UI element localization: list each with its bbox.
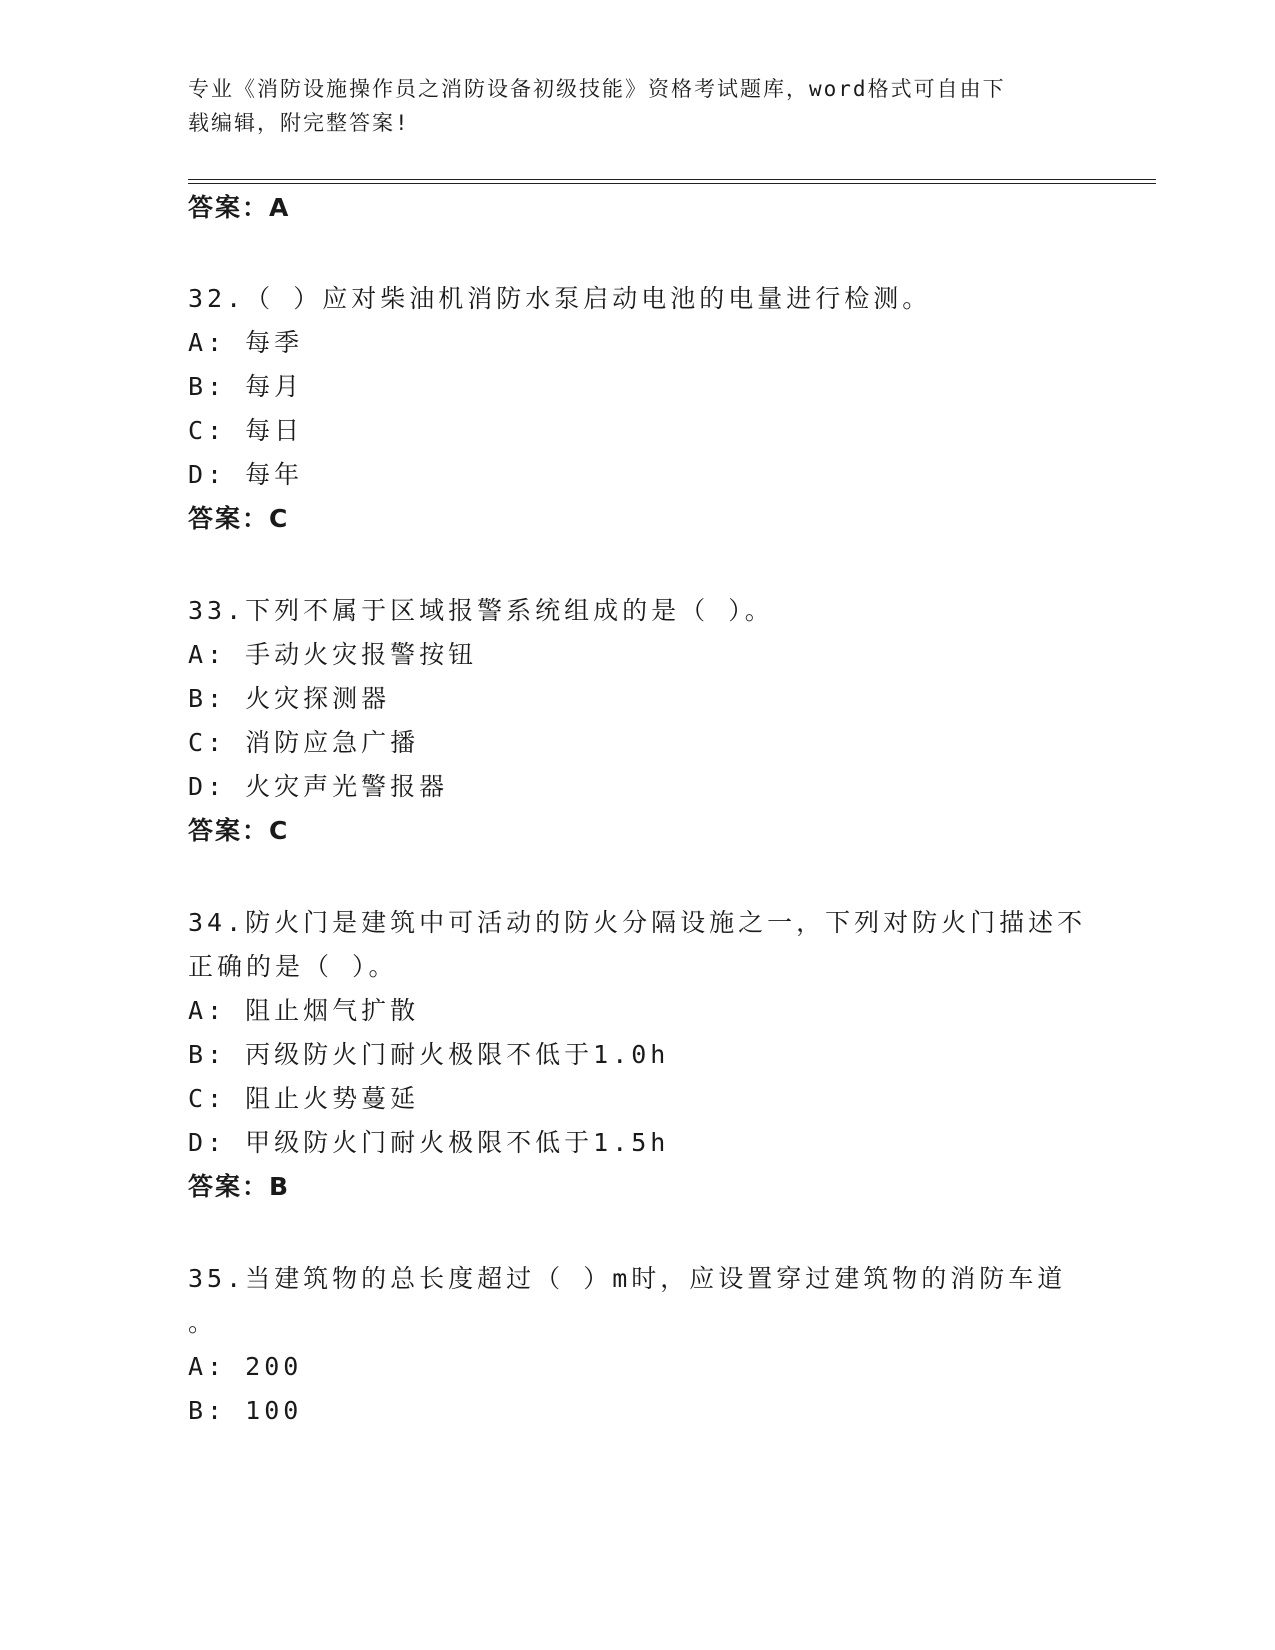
question-33-stem: 33.下列不属于区域报警系统组成的是（ ）。	[188, 596, 774, 625]
question-35-stem-line-2: 。	[188, 1308, 218, 1337]
question-34-option-c: C: 阻止火势蔓延	[188, 1084, 420, 1113]
question-34-option-a: A: 阻止烟气扩散	[188, 996, 420, 1025]
question-35-stem-line-1: 35.当建筑物的总长度超过（ ）m时，应设置穿过建筑物的消防车道	[188, 1264, 1067, 1293]
question-34-option-b: B: 丙级防火门耐火极限不低于1.0h	[188, 1040, 670, 1069]
question-33-option-c: C: 消防应急广播	[188, 728, 420, 757]
header-divider-bottom	[188, 183, 1156, 184]
header-divider-top	[188, 179, 1156, 180]
question-32-stem: 32.（ ）应对柴油机消防水泵启动电池的电量进行检测。	[188, 284, 932, 313]
question-32-option-b: B: 每月	[188, 372, 304, 401]
question-32-answer: 答案：C	[188, 504, 290, 533]
question-34-answer: 答案：B	[188, 1172, 291, 1201]
header-line-1: 专业《消防设施操作员之消防设备初级技能》资格考试题库，word格式可自由下	[188, 77, 1006, 101]
question-35-option-a: A: 200	[188, 1352, 303, 1381]
question-33-answer: 答案：C	[188, 816, 290, 845]
question-34-option-d: D: 甲级防火门耐火极限不低于1.5h	[188, 1128, 670, 1157]
question-33-option-d: D: 火灾声光警报器	[188, 772, 449, 801]
answer-previous: 答案：A	[188, 193, 291, 222]
question-33-option-a: A: 手动火灾报警按钮	[188, 640, 478, 669]
question-32-option-c: C: 每日	[188, 416, 304, 445]
document-header	[188, 72, 1068, 140]
header-line-2: 载编辑，附完整答案!	[188, 111, 410, 135]
question-34-stem-line-2: 正确的是（ ）。	[188, 952, 398, 981]
question-33-option-b: B: 火灾探测器	[188, 684, 391, 713]
question-32-option-d: D: 每年	[188, 460, 304, 489]
question-35-option-b: B: 100	[188, 1396, 303, 1425]
question-34-stem-line-1: 34.防火门是建筑中可活动的防火分隔设施之一，下列对防火门描述不	[188, 908, 1087, 937]
question-32-option-a: A: 每季	[188, 328, 304, 357]
